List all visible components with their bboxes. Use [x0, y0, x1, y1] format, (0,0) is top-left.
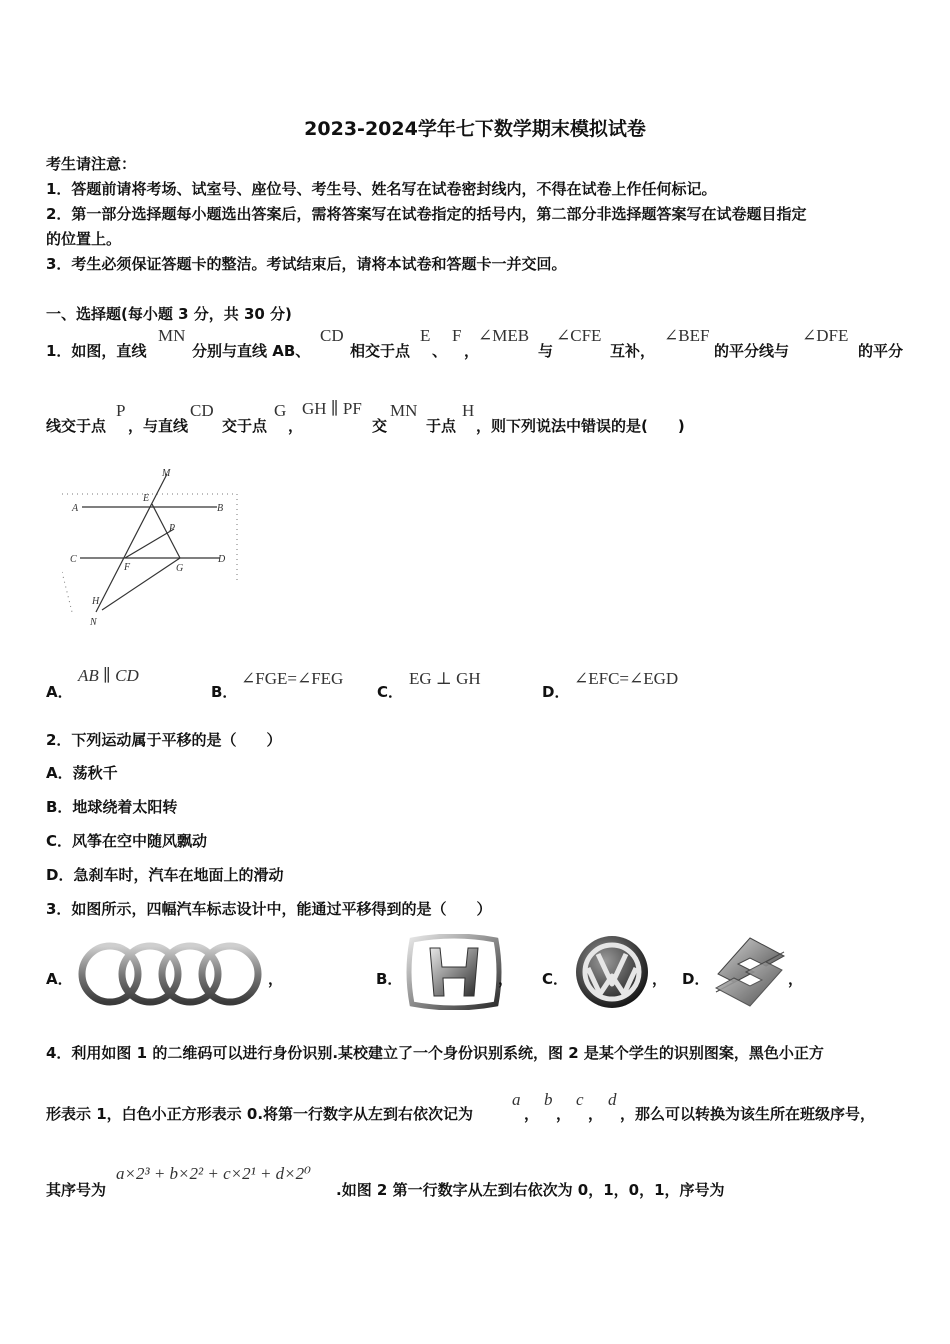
option-letter: C． [542, 970, 569, 988]
figure-label: D [218, 554, 226, 565]
q1-math: ∠MEB [478, 326, 530, 345]
q1-text: 相交于点 [350, 342, 411, 360]
notice-item-3: 3．考生必须保证答题卡的整洁。考试结束后，请将本试卷和答题卡一并交回。 [46, 255, 567, 273]
figure-label: M [162, 468, 171, 479]
q1-math: ∠CFE [556, 326, 602, 345]
q1-math: MN [158, 326, 186, 345]
figure-label: H [92, 596, 100, 607]
q1-math: G [274, 401, 287, 420]
q1-text: 交于点 [222, 417, 268, 435]
q1-text: 与 [538, 342, 554, 360]
q1-text: 的平分线与 [714, 342, 790, 360]
q4-text: ，那么可以转换为该生所在班级序号， [620, 1105, 876, 1123]
q1-text: 、 [432, 342, 448, 360]
option-expression: EG ⊥ GH [409, 669, 481, 688]
notice-item-2-cont: 的位置上。 [46, 230, 122, 248]
q1-math: MN [390, 401, 418, 420]
q1-math: ∠BEF [664, 326, 710, 345]
q4-text: ， [588, 1105, 604, 1123]
page-title: 2023-2024学年七下数学期末模拟试卷 [304, 118, 646, 140]
q4-text: ， [556, 1105, 572, 1123]
question-4-line-3 [46, 1164, 916, 1200]
q1-text: 交 [372, 417, 388, 435]
q1-text: 于点 [426, 417, 457, 435]
q1-math: GH ∥ PF [302, 399, 362, 418]
q4-text: .如图 2 第一行数字从左到右依次为 0，1，0，1，序号为 [336, 1181, 725, 1199]
option-expression: AB ∥ CD [78, 666, 139, 685]
question-2-stem: 2．下列运动属于平移的是（ ） [46, 731, 282, 749]
q4-text: ， [524, 1105, 540, 1123]
option-expression: ∠FGE=∠FEG [241, 669, 344, 688]
q3-option-a[interactable] [46, 932, 286, 1008]
q1-text: 的平分 [858, 342, 904, 360]
option-expression: ∠EFC=∠EGD [574, 669, 679, 688]
q1-option-d[interactable] [542, 666, 722, 702]
question-3-stem: 3．如图所示，四幅汽车标志设计中，能通过平移得到的是（ ） [46, 900, 492, 918]
q1-text: 互补， [610, 342, 656, 360]
volkswagen-logo-icon [572, 934, 652, 1010]
question-4-line-1: 4．利用如图 1 的二维码可以进行身份识别.某校建立了一个身份识别系统，图 2 是某个学生的识别图案，黑色小正方 [46, 1044, 824, 1062]
q1-text: ， [464, 342, 480, 360]
q1-math: E [420, 326, 431, 345]
option-separator: ， [268, 970, 284, 988]
audi-logo-icon [76, 940, 266, 1008]
q1-text: ， [288, 417, 304, 435]
option-separator: ， [652, 970, 668, 988]
q2-option-c[interactable]: C．风筝在空中随风飘动 [46, 832, 208, 850]
figure-label: G [176, 563, 184, 574]
figure-label: B [217, 503, 224, 514]
q1-geometry-figure [62, 462, 247, 634]
question-4-line-2 [46, 1090, 916, 1126]
q1-option-b[interactable] [211, 666, 371, 702]
option-letter: D． [542, 683, 570, 701]
q3-option-d[interactable] [682, 932, 812, 1012]
figure-label: E [143, 493, 150, 504]
q4-text: 形表示 1，白色小正方形表示 0.将第一行数字从左到右依次记为 [46, 1105, 474, 1123]
q1-text: 1．如图，直线 [46, 342, 147, 360]
notice-item-1: 1．答题前请将考场、试室号、座位号、考生号、姓名写在试卷密封线内，不得在试卷上作任何标记。 [46, 180, 717, 198]
q2-option-a[interactable]: A．荡秋千 [46, 764, 118, 782]
q2-option-b[interactable]: B．地球绕着太阳转 [46, 798, 178, 816]
q1-text: ，则下列说法中错误的是( ) [476, 417, 685, 435]
q1-math: F [452, 326, 462, 345]
q3-option-b[interactable] [376, 932, 516, 1012]
q4-formula: a×2³ + b×2² + c×2¹ + d×2⁰ [116, 1164, 311, 1183]
suzuki-logo-icon [710, 936, 790, 1008]
q2-option-d[interactable]: D．急刹车时，汽车在地面上的滑动 [46, 866, 284, 884]
q1-text: 线交于点 [46, 417, 107, 435]
figure-label: N [90, 617, 97, 628]
notice-item-2: 2．第一部分选择题每小题选出答案后，需将答案写在试卷指定的括号内，第二部分非选择题答案写在试卷题目指定 [46, 205, 807, 223]
figure-label: C [70, 554, 77, 565]
q1-math: P [116, 401, 126, 420]
q1-option-a[interactable] [46, 666, 196, 702]
q1-math: ∠DFE [802, 326, 849, 345]
option-letter: D． [682, 970, 710, 988]
option-letter: B． [376, 970, 403, 988]
section-heading: 一、选择题(每小题 3 分，共 30 分) [46, 305, 292, 323]
q3-option-c[interactable] [542, 932, 672, 1012]
option-letter: A． [46, 683, 73, 701]
q4-text: 其序号为 [46, 1181, 107, 1199]
q4-variable: d [608, 1090, 617, 1109]
figure-label: P [169, 523, 176, 534]
option-letter: B． [211, 683, 238, 701]
q1-math: H [462, 401, 475, 420]
option-letter: A． [46, 970, 73, 988]
option-letter: C． [377, 683, 404, 701]
figure-label: F [124, 562, 131, 573]
question-1-line-2 [46, 399, 916, 445]
q4-variable: c [576, 1090, 584, 1109]
q4-variable: b [544, 1090, 553, 1109]
figure-label: A [72, 503, 79, 514]
q1-text: ，与直线 [128, 417, 189, 435]
q1-option-c[interactable] [377, 666, 527, 702]
honda-logo-icon [404, 934, 504, 1010]
option-separator: ， [788, 970, 804, 988]
question-1-line-1 [46, 326, 916, 370]
q1-math: CD [190, 401, 214, 420]
notice-heading: 考生请注意： [46, 155, 137, 173]
q4-variable: a [512, 1090, 521, 1109]
q1-math: CD [320, 326, 344, 345]
option-separator: ， [498, 970, 514, 988]
q1-text: 分别与直线 AB、 [192, 342, 311, 360]
